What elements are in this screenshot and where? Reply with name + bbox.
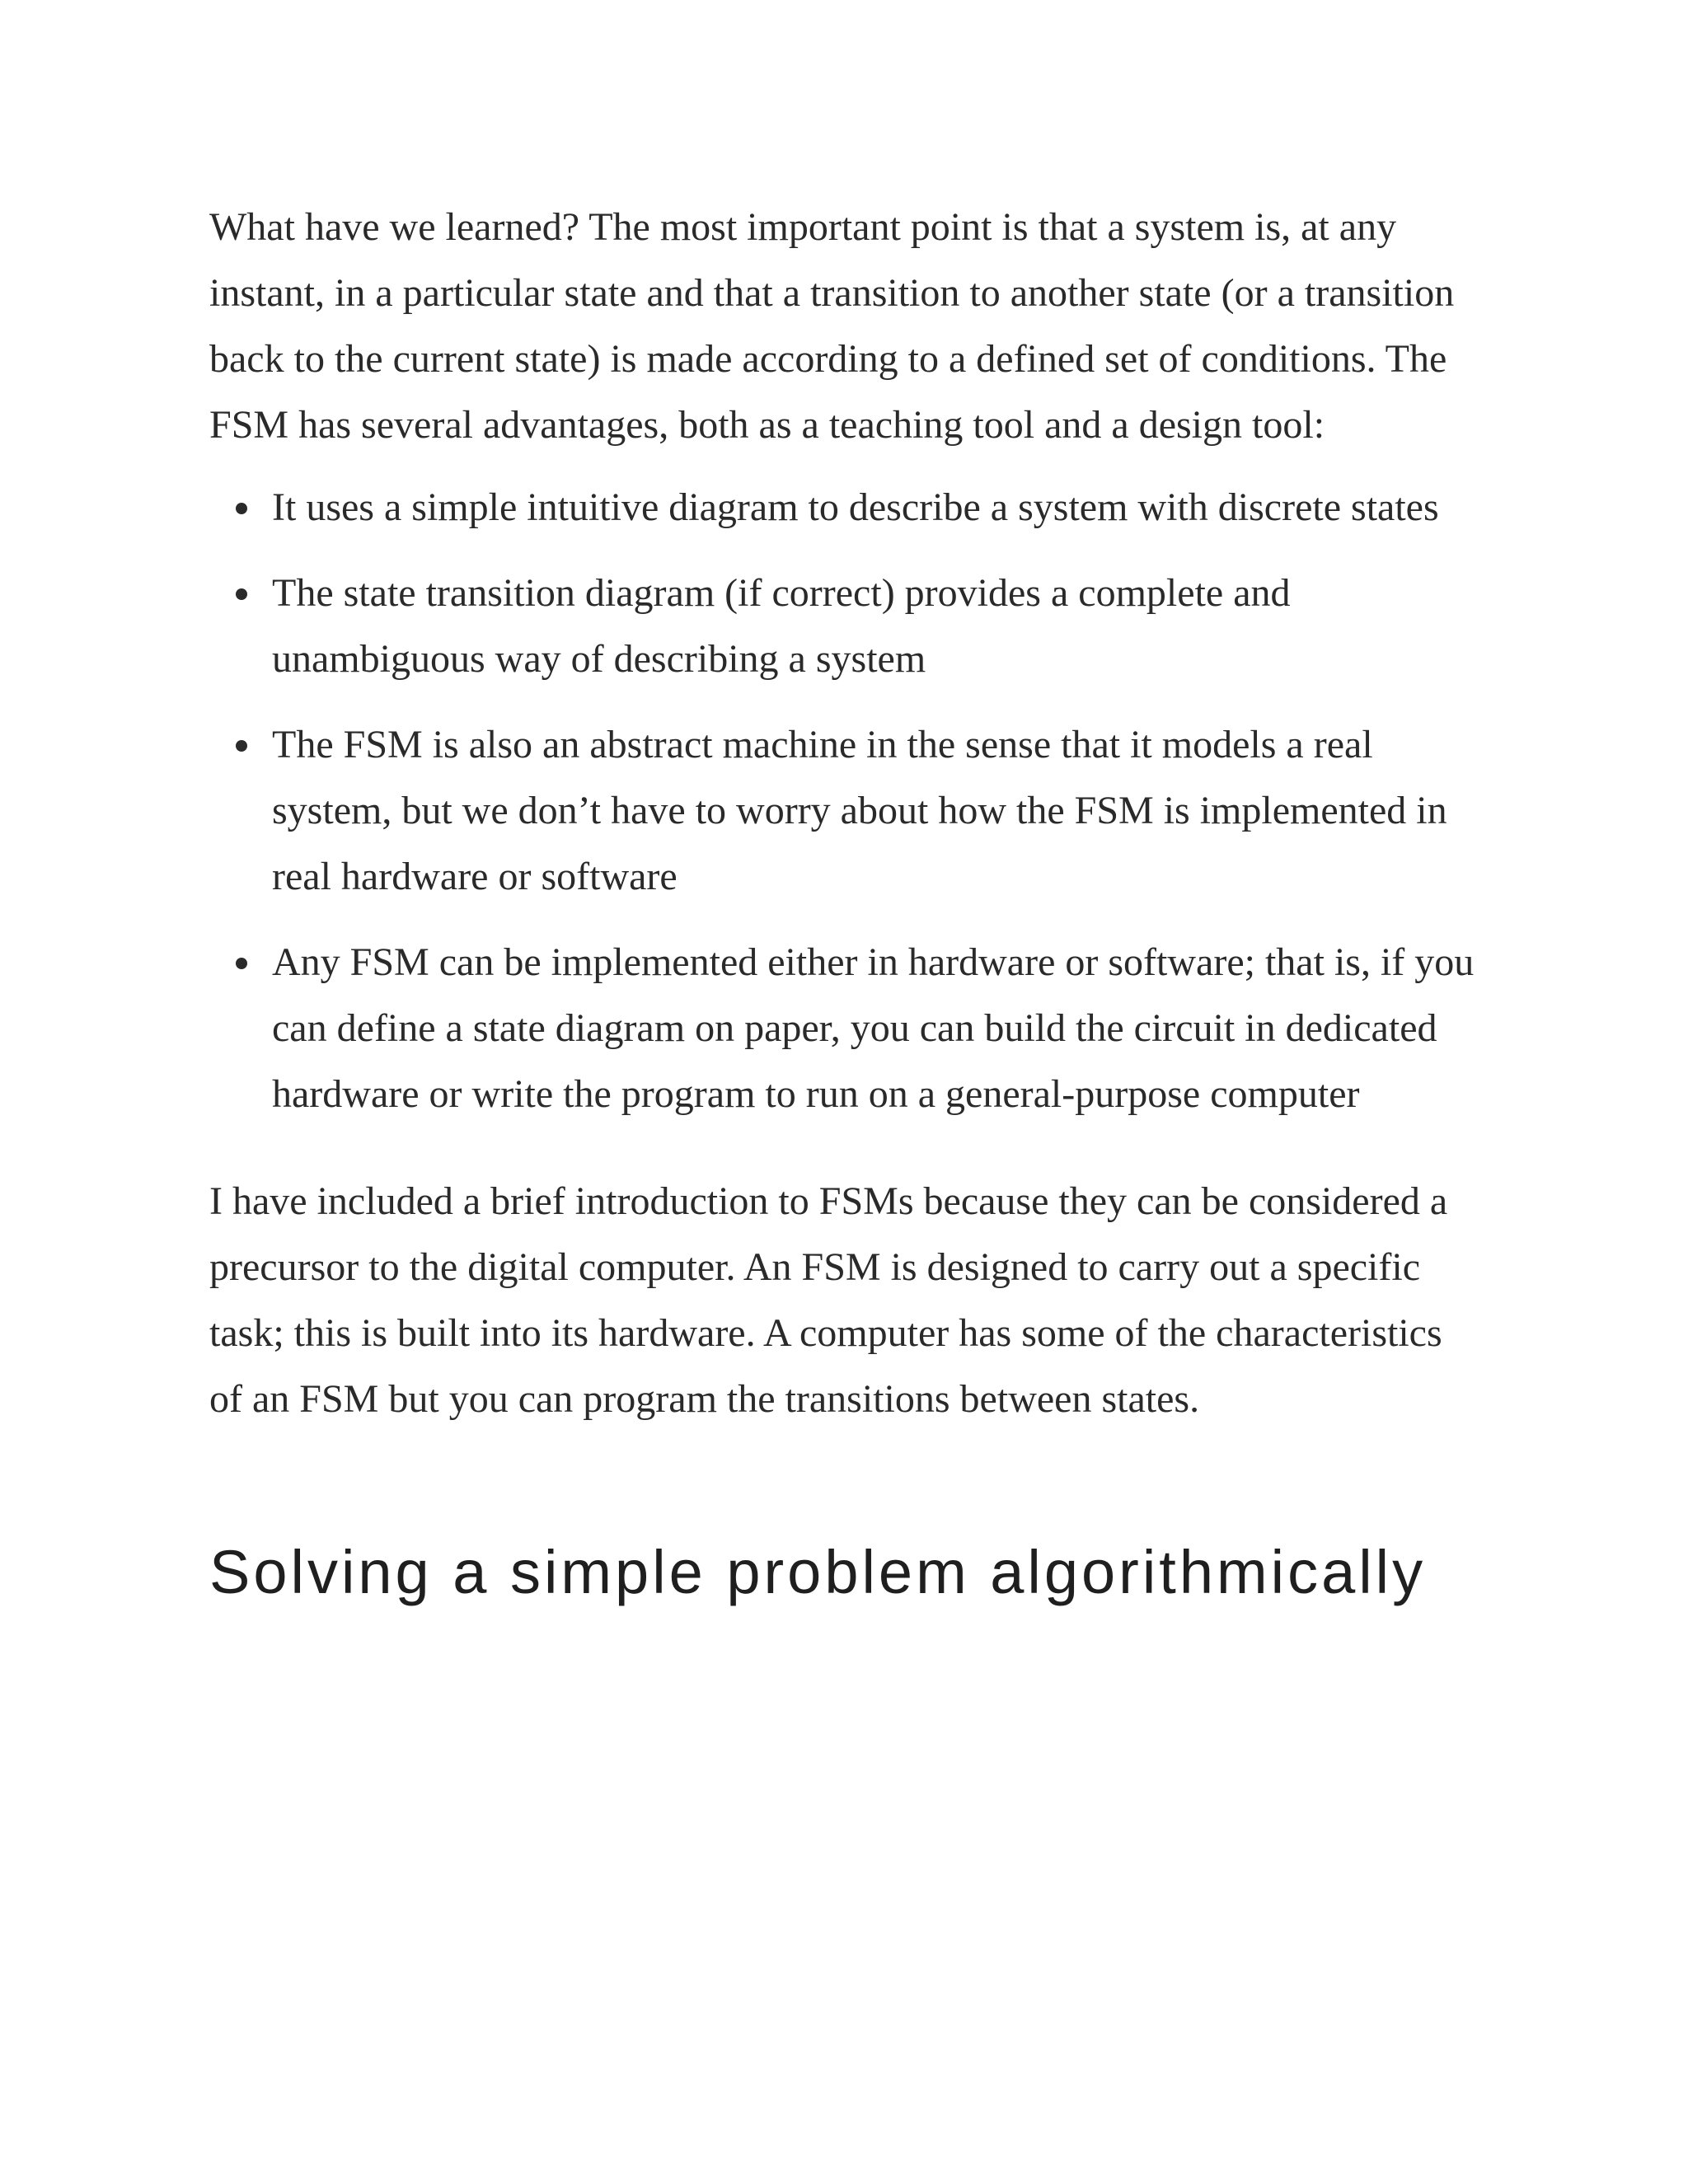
- bullet-icon: [236, 740, 247, 752]
- bullet-icon: [236, 958, 247, 969]
- section-heading: Solving a simple problem algorithmically: [209, 1538, 1427, 1606]
- intro-paragraph: What have we learned? The most important point is that a system is, at any instant, in a particular state and that a transition to another state (or a transition back to the current state) is made according to a defined set of conditions. The FSM has several advantages, both as a teaching tool and a design tool:: [209, 205, 1455, 447]
- advantages-list: [209, 475, 1479, 1127]
- bullet-icon: [236, 588, 247, 600]
- list-item-text: The state transition diagram (if correct) provides a complete and unambiguous way of describing a system: [272, 571, 1291, 681]
- list-item-text: It uses a simple intuitive diagram to describe a system with discrete states: [272, 485, 1439, 529]
- list-item-text: The FSM is also an abstract machine in the sense that it models a real system, but we don’t have to worry about how the FSM is implemented in real hardware or software: [272, 723, 1447, 898]
- closing-paragraph: I have included a brief introduction to FSMs because they can be considered a precursor to the digital computer. An FSM is designed to carry out a specific task; this is built into its hardware. A computer has some of the characteristics of an FSM but you can program the transitions between states.: [209, 1179, 1448, 1421]
- list-item: [209, 930, 1479, 1127]
- bullet-icon: [236, 503, 247, 514]
- list-item: [209, 560, 1479, 692]
- list-item: [209, 475, 1479, 541]
- list-item-text: Any FSM can be implemented either in hardware or software; that is, if you can define a state diagram on paper, you can build the circuit in dedicated hardware or write the program to run on a general-purpose computer: [272, 940, 1475, 1116]
- document-page: [209, 194, 1479, 1614]
- list-item: [209, 712, 1479, 910]
